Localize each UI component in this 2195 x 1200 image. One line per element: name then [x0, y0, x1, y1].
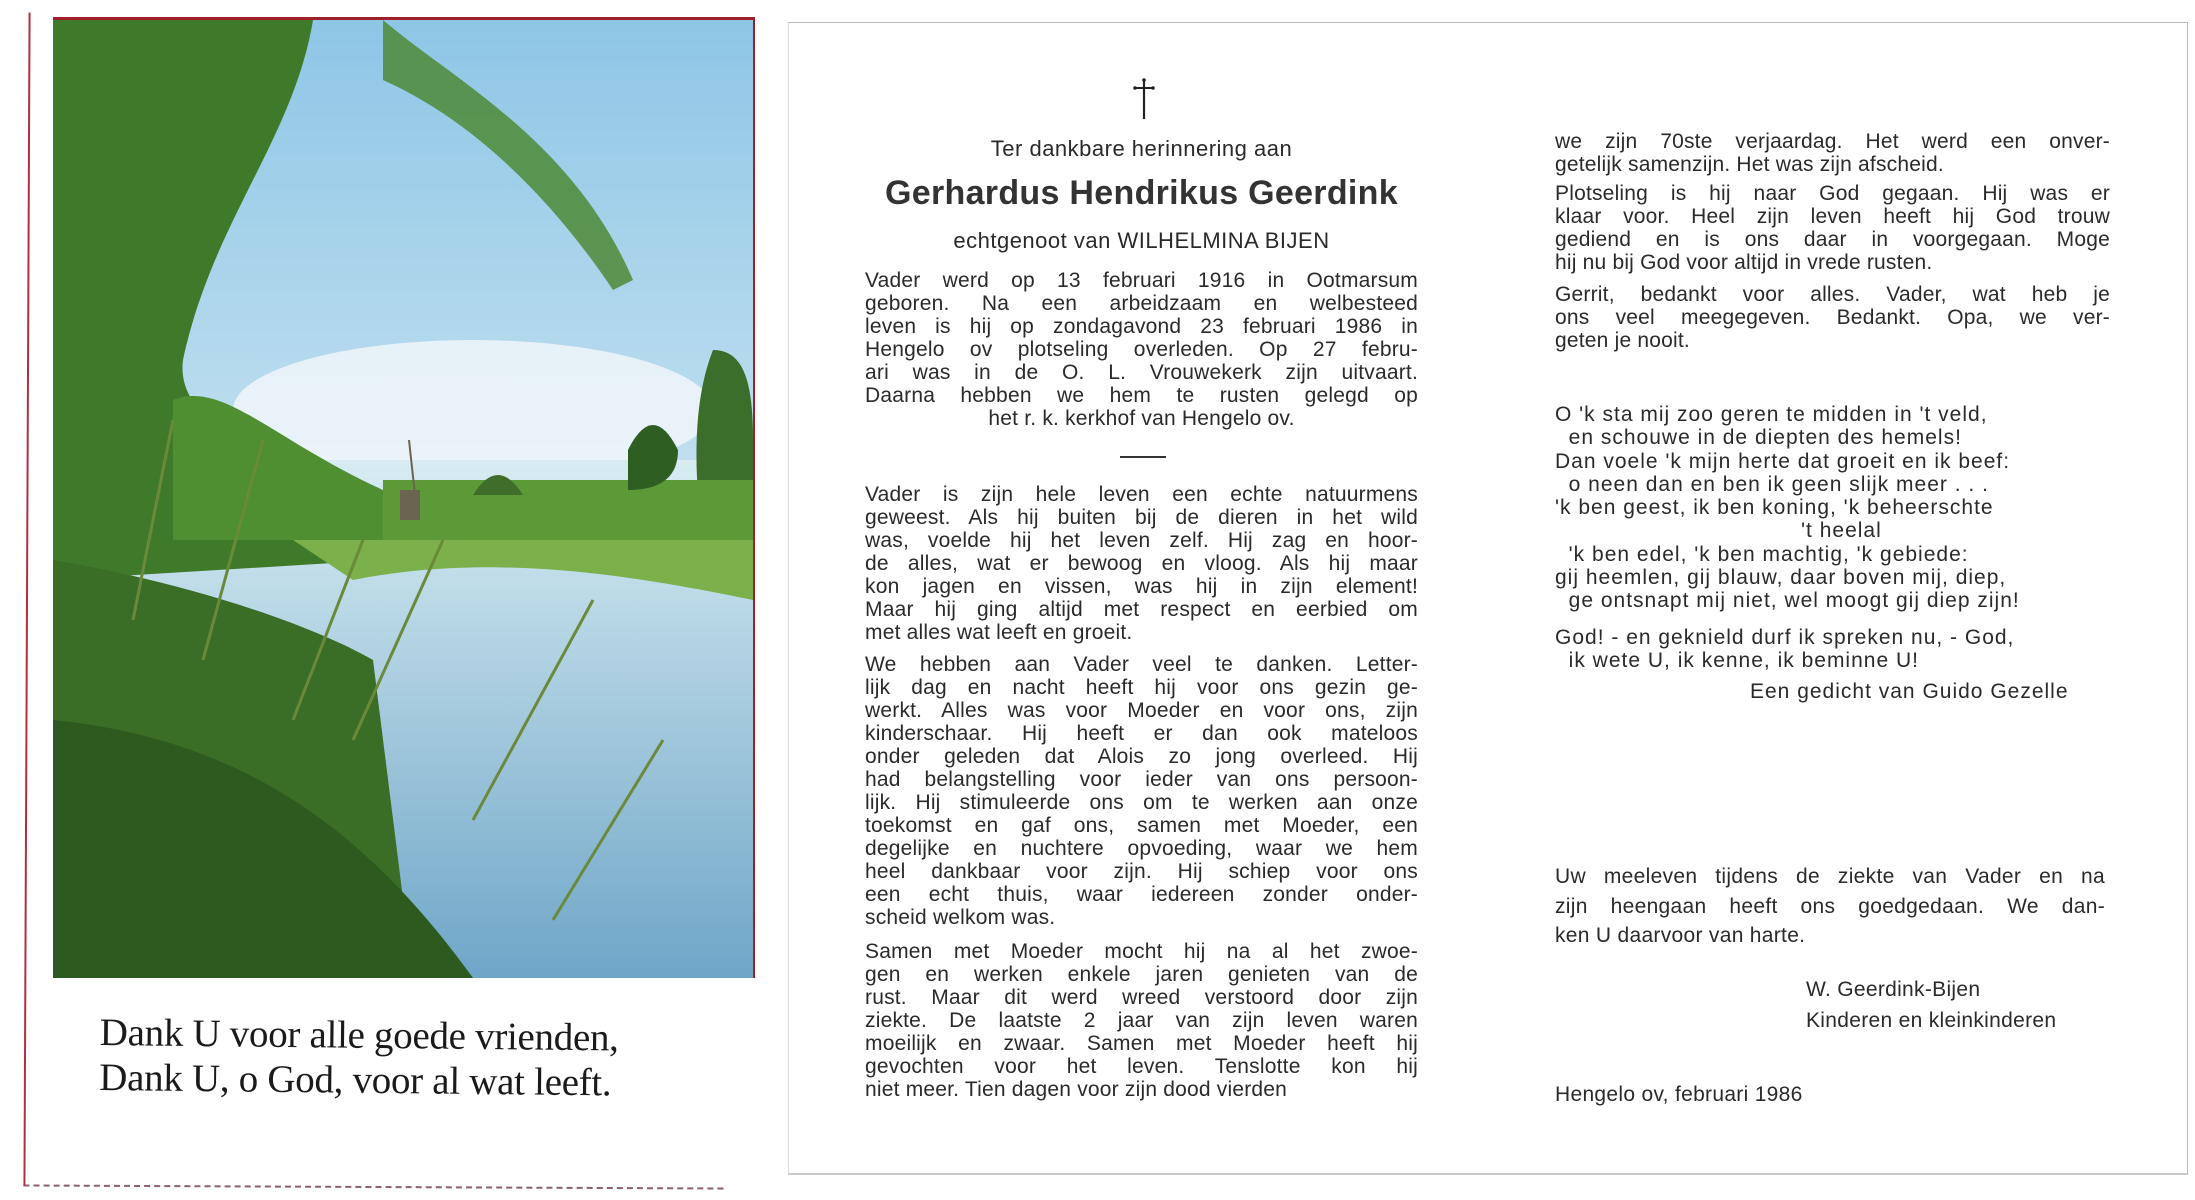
windmill [400, 490, 420, 520]
text-line: scheid welkom was. [865, 906, 1056, 929]
signature-family: Kinderen en kleinkinderen [1806, 1009, 2057, 1032]
poem-line: o neen dan en ben ik geen slijk meer . . . [1555, 472, 1989, 496]
text-line: kon jagen en vissen, was hij in zijn element! [865, 575, 1418, 598]
text-line: Uw meeleven tijdens de ziekte van Vader en na [1555, 865, 2105, 888]
text-line: getelijk samenzijn. Het was zijn afscheid. [1555, 153, 1944, 176]
text-line: met alles wat leeft en groeit. [865, 621, 1133, 644]
thanks-paragraph [1555, 862, 2105, 951]
paragraph-illness [865, 940, 1418, 1101]
poem-line: 't heelal [1555, 519, 1882, 543]
cross-icon [1132, 78, 1156, 120]
place-date: Hengelo ov, februari 1986 [1555, 1083, 1803, 1106]
text-line: toekomst en gaf ons, samen met Moeder, een [865, 814, 1418, 837]
caption-line: Dank U, o God, voor al wat leeft. [99, 1055, 612, 1105]
text-line: een echt thuis, waar iedereen zonder onder- [865, 883, 1418, 906]
poem-line: Dan voele 'k mijn herte dat groeit en ik beef: [1555, 449, 2011, 473]
text-line: gen en werken enkele jaren genieten van de [865, 963, 1418, 986]
text-line: ari was in de O. L. Vrouwekerk zijn uitvaart. [865, 361, 1418, 384]
poem-line: ge ontsnapt mij niet, wel moogt gij diep zijn! [1555, 589, 2020, 613]
text-line: onder geleden dat Alois zo jong overleed. Hij [865, 745, 1418, 768]
poem-line: en schouwe in de diepten des hemels! [1555, 426, 1962, 450]
deceased-name: Gerhardus Hendrikus Geerdink [885, 174, 1398, 212]
bio-paragraph [865, 269, 1418, 430]
poem-line: God! - en geknield durf ik spreken nu, - God, [1555, 626, 2015, 649]
text-line: Hengelo ov plotseling overleden. Op 27 febru- [865, 338, 1418, 361]
text-line: ken U daarvoor van harte. [1555, 924, 1806, 947]
poem-line: 'k ben edel, 'k ben machtig, 'k gebiede: [1555, 542, 1969, 566]
text-line: Maar hij ging altijd met respect en eerbied om [865, 598, 1418, 621]
poem-line: gij heemlen, gij blauw, daar boven mij, diep, [1555, 566, 2007, 590]
poem-line: ik wete U, ik kenne, ik beminne U! [1555, 649, 1919, 673]
text-line: was, voelde hij het leven zelf. Hij zag en hoor- [865, 529, 1418, 552]
text-line: kinderschaar. Hij heeft er dan ook mateloos [865, 722, 1418, 745]
poem-attribution: Een gedicht van Guido Gezelle [1750, 680, 2069, 703]
separator-dash [1120, 456, 1166, 458]
paragraph-gratitude [865, 653, 1418, 929]
text-line: Plotseling is hij naar God gegaan. Hij was er [1555, 182, 2110, 205]
text-line: geten je nooit. [1555, 329, 1690, 352]
poem-stanza-2 [1555, 626, 2014, 673]
text-line: gevochten voor het leven. Tenslotte kon hij [865, 1055, 1418, 1078]
text-line: rust. Maar dit werd wreed verstoord door zijn [865, 986, 1418, 1009]
text-line: Vader is zijn hele leven een echte natuurmens [865, 483, 1418, 506]
paragraph-nature [865, 483, 1418, 644]
text-line: lijk. Hij stimuleerde ons om te werken aan onze [865, 791, 1418, 814]
text-line: gediend en is ons daar in voorgegaan. Moge [1555, 228, 2110, 251]
text-line: Daarna hebben we hem te rusten gelegd op [865, 384, 1418, 407]
text-line: geboren. Na een arbeidzaam en welbesteed [865, 292, 1418, 315]
text-line: zijn heengaan heeft ons goedgedaan. We dan- [1555, 894, 2105, 918]
text-line: de alles, wat er bewoog en vloog. Als hij maar [865, 552, 1418, 575]
text-line: niet meer. Tien dagen voor zijn dood vierden [865, 1078, 1288, 1101]
intro-text: Ter dankbare herinnering aan [990, 136, 1293, 161]
text-line: leven is hij op zondagavond 23 februari 1986 in [865, 315, 1418, 338]
text-line: we zijn 70ste verjaardag. Het werd een onver- [1555, 130, 2110, 153]
text-line: lijk dag en nacht heeft hij voor ons gezin ge- [865, 676, 1418, 699]
poem-line: 'k ben geest, ik ben koning, 'k beheerschte [1555, 496, 1994, 520]
text-line: hij nu bij God voor altijd in vrede rusten. [1555, 251, 1933, 274]
caption-line: Dank U voor alle goede vrienden, [99, 1010, 619, 1060]
text-line: degelijke en nuchtere opvoeding, waar we hem [865, 837, 1418, 860]
paragraph-farewell [1555, 283, 2110, 352]
text-line: ons veel meegegeven. Bedankt. Opa, we ver- [1555, 306, 2110, 329]
paragraph-faith [1555, 182, 2110, 274]
text-line: klaar voor. Heel zijn leven heeft hij God trouw [1555, 205, 2110, 228]
poem-line: O 'k sta mij zoo geren te midden in 't veld, [1555, 403, 1988, 426]
text-line: heel dankbaar voor zijn. Hij schiep voor ons [865, 860, 1418, 883]
spouse-line: echtgenoot van WILHELMINA BIJEN [953, 228, 1330, 253]
canal-landscape-image [53, 20, 753, 978]
photo-caption [99, 1010, 619, 1105]
text-line: Gerrit, bedankt voor alles. Vader, wat heb je [1555, 283, 2110, 306]
text-line: ziekte. De laatste 2 jaar van zijn leven waren [865, 1009, 1418, 1032]
signature-name: W. Geerdink-Bijen [1806, 978, 1981, 1001]
text-line: werkt. Alles was voor Moeder en voor ons, zijn [865, 699, 1418, 722]
text-line: We hebben aan Vader veel te danken. Letter- [865, 653, 1418, 676]
text-line: Samen met Moeder mocht hij na al het zwoe- [865, 940, 1418, 963]
text-line: Vader werd op 13 februari 1916 in Ootmarsum [865, 269, 1418, 292]
text-line: moeilijk en zwaar. Samen met Moeder heeft hij [865, 1032, 1418, 1055]
text-line: geweest. Als hij buiten bij de dieren in het wild [865, 506, 1418, 529]
text-line: het r. k. kerkhof van Hengelo ov. [988, 407, 1295, 430]
landscape-photo [53, 17, 755, 978]
paragraph-birthday [1555, 130, 2110, 176]
poem-stanza-1 [1555, 403, 2020, 613]
text-line: had belangstelling voor ieder van ons persoon- [865, 768, 1418, 791]
